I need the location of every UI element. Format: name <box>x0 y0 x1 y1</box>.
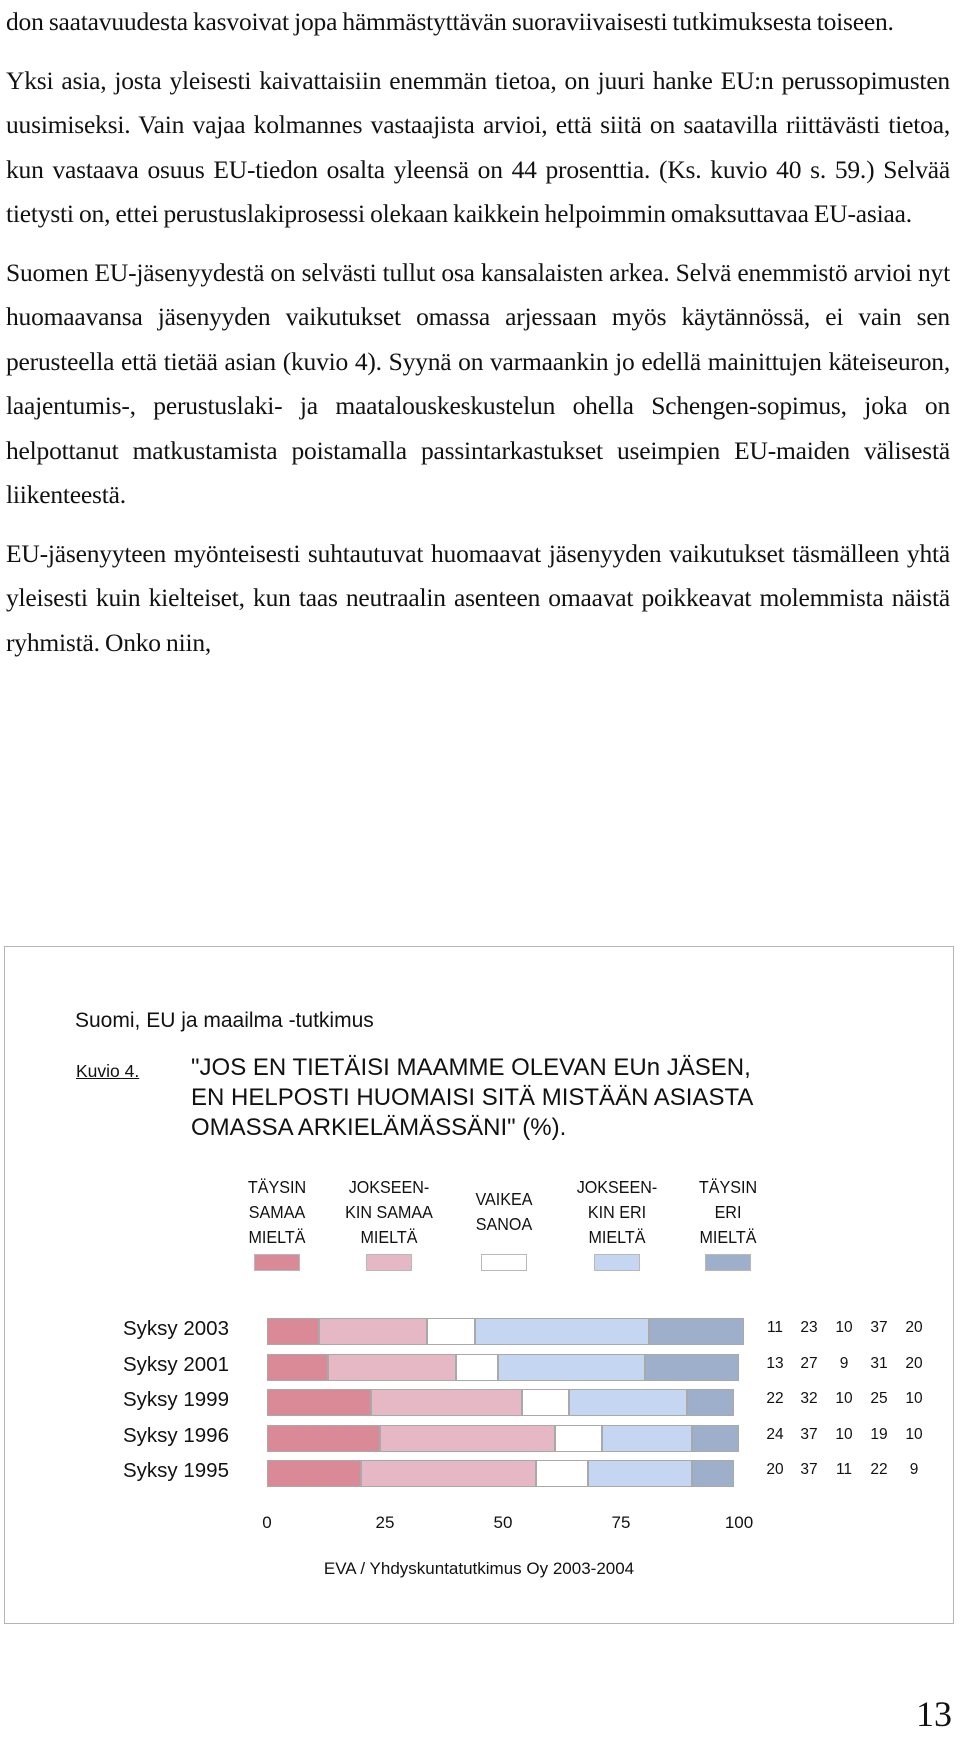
value-label: 20 <box>766 1461 784 1478</box>
figure-kuvio-4 <box>4 946 954 1624</box>
value-label: 25 <box>870 1390 888 1407</box>
value-label: 32 <box>800 1390 818 1407</box>
bar-segment <box>588 1460 692 1487</box>
paragraph: Suomen EU-jäsenyydestä on selvästi tullut osa kansalaisten arkea. Selvä enemmistö arvioi nyt huomaavansa jäsenyyden vaikutukset omassa arjessaan myös käytännössä, ei vain sen perusteella että tietää asian (kuvio 4). Syynä on varmaankin jo edellä mainittujen käteiseuron, laajentumis-, perustuslaki- ja maatalouskeskustelun ohella Schengen-sopimus, joka on helpottanut matkustamista poistamalla passintarkastukset useimpien EU-maiden välisestä liikenteestä. <box>6 257 950 509</box>
bar-segment <box>475 1318 650 1345</box>
paragraph: Yksi asia, josta yleisesti kaivattaisiin enemmän tietoa, on juuri hanke EU:n perussopimusten uusimiseksi. Vain vajaa kolmannes vastaajista arvioi, että siitä on saatavilla riittävästi tietoa, kun vastaava osuus EU-tiedon osalta yleensä on 44 prosenttia. (Ks. kuvio 40 s. 59.) Selvää tietysti on, ettei perustuslakiprosessi olekaan kaikkein helpoimmin omaksuttavaa EU-asiaa. <box>6 65 950 228</box>
category-label: Syksy 2003 <box>123 1317 229 1340</box>
bar-segment <box>267 1318 319 1345</box>
bar-segment <box>371 1389 522 1416</box>
value-label: 10 <box>905 1390 923 1407</box>
value-label: 37 <box>800 1425 818 1443</box>
bar-segment <box>319 1318 428 1345</box>
x-tick-label: 100 <box>724 1513 754 1532</box>
bar-segment <box>380 1425 555 1452</box>
legend-item <box>449 1187 559 1237</box>
value-label: 22 <box>870 1461 888 1478</box>
value-label: 11 <box>835 1461 853 1478</box>
value-label: 24 <box>766 1425 784 1443</box>
bar-segment <box>267 1389 371 1416</box>
legend-swatch <box>366 1254 412 1271</box>
figure-survey-name: Suomi, EU ja maailma -tutkimus <box>75 1009 374 1032</box>
bar-segment <box>522 1389 569 1416</box>
value-label: 37 <box>870 1319 888 1336</box>
value-label: 10 <box>835 1390 853 1407</box>
legend-item <box>673 1175 783 1250</box>
bar-segment <box>649 1318 743 1345</box>
page-number: 13 <box>916 1694 952 1734</box>
bar-segment <box>687 1389 734 1416</box>
legend-label: VAIKEA SANOA <box>475 1189 533 1234</box>
paragraph: EU-jäsenyyteen myönteisesti suhtautuvat huomaavat jäsenyyden vaikutukset täsmälleen yhtä yleisesti kuin kielteiset, kun taas neutraalin asenteen omaavat poikkeavat molemmista näistä ryhmistä. Onko niin, <box>6 538 950 657</box>
figure-label: Kuvio 4. <box>76 1061 140 1081</box>
legend-label: JOKSEEN- KIN SAMAA MIELTÄ <box>345 1177 433 1247</box>
x-tick-label: 25 <box>375 1513 395 1532</box>
bar-segment <box>692 1460 734 1487</box>
x-tick-label: 50 <box>493 1513 513 1532</box>
value-label: 11 <box>766 1319 784 1336</box>
bar-segment <box>692 1425 739 1452</box>
bar-segment <box>569 1389 687 1416</box>
figure-title: "JOS EN TIETÄISI MAAMME OLEVAN EUn JÄSEN, EN HELPOSTI HUOMAISI SITÄ MISTÄÄN ASIASTA OMASSA ARKIELÄMÄSSÄNI" (%). <box>191 1054 754 1141</box>
legend-swatch <box>705 1254 751 1271</box>
category-label: Syksy 1999 <box>123 1388 229 1411</box>
value-label: 27 <box>800 1354 818 1372</box>
bar-segment <box>602 1425 692 1452</box>
legend-label: TÄYSIN SAMAA MIELTÄ <box>247 1177 307 1247</box>
legend-item <box>562 1175 672 1250</box>
bar-segment <box>498 1354 644 1381</box>
x-tick-label: 75 <box>611 1513 631 1532</box>
bar-segment <box>361 1460 536 1487</box>
value-label: 9 <box>839 1354 849 1372</box>
legend-swatch <box>254 1254 300 1271</box>
value-label: 10 <box>905 1425 923 1443</box>
body-text <box>6 0 950 665</box>
figure-source: EVA / Yhdyskuntatutkimus Oy 2003-2004 <box>323 1559 635 1578</box>
bar-segment <box>267 1354 328 1381</box>
bar-segment <box>536 1460 588 1487</box>
value-label: 13 <box>766 1354 784 1372</box>
value-label: 22 <box>766 1390 784 1407</box>
bar-segment <box>267 1460 361 1487</box>
value-label: 10 <box>835 1425 853 1443</box>
category-label: Syksy 1995 <box>123 1459 229 1482</box>
bar-segment <box>555 1425 602 1452</box>
legend-swatch <box>594 1254 640 1271</box>
bar-segment <box>456 1354 498 1381</box>
x-tick-label: 0 <box>262 1513 272 1532</box>
legend-item <box>334 1175 444 1250</box>
value-label: 31 <box>870 1354 888 1372</box>
bar-segment <box>328 1354 455 1381</box>
value-label: 10 <box>835 1319 853 1336</box>
value-label: 20 <box>905 1319 923 1336</box>
bar-segment <box>427 1318 474 1345</box>
legend-label: JOKSEEN- KIN ERI MIELTÄ <box>576 1177 658 1247</box>
category-label: Syksy 1996 <box>123 1423 229 1447</box>
bar-segment <box>267 1425 380 1452</box>
value-label: 23 <box>800 1319 818 1336</box>
legend-item <box>222 1175 332 1250</box>
value-label: 19 <box>870 1425 888 1443</box>
value-label: 9 <box>909 1461 919 1478</box>
bar-segment <box>645 1354 739 1381</box>
category-label: Syksy 2001 <box>123 1352 229 1376</box>
legend-swatch <box>481 1254 527 1271</box>
legend-label: TÄYSIN ERI MIELTÄ <box>698 1177 758 1247</box>
value-label: 37 <box>800 1461 818 1478</box>
paragraph: don saatavuudesta kasvoivat jopa hämmästyttävän suoraviivaisesti tutkimuksesta toiseen. <box>6 7 894 36</box>
value-label: 20 <box>905 1354 923 1372</box>
